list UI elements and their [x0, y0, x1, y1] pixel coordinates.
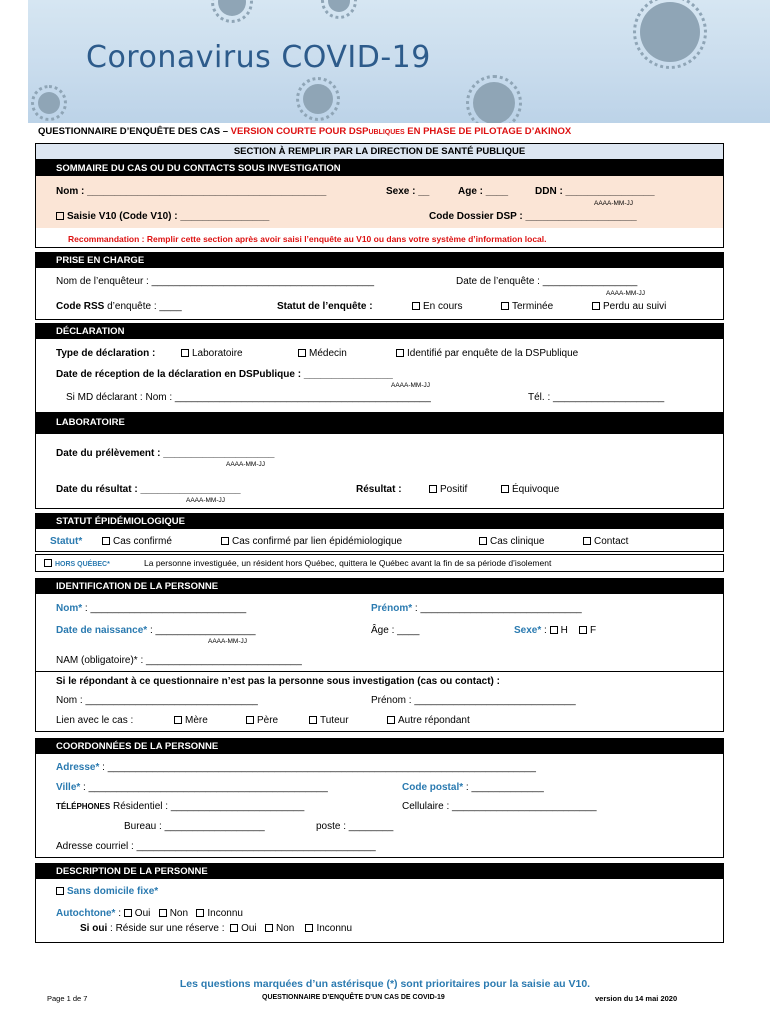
ddn-format-hint: AAAA-MM-JJ: [594, 200, 633, 207]
virus-icon: [473, 82, 515, 123]
bureau-field[interactable]: Bureau : __________________: [124, 821, 265, 832]
age-field[interactable]: Age : ____: [458, 186, 509, 197]
en-cours-checkbox[interactable]: En cours: [412, 301, 462, 312]
footer-version: version du 14 mai 2020: [595, 994, 678, 1003]
perdu-suivi-checkbox[interactable]: Perdu au suivi: [592, 301, 666, 312]
hors-quebec-row: [35, 554, 724, 572]
sexe-h-checkbox[interactable]: [550, 626, 558, 634]
priority-note: Les questions marquées d’un astérisque (*) sont prioritaires pour la saisie au V10.: [179, 978, 591, 990]
declaration-header: DÉCLARATION: [36, 324, 723, 339]
autre-repondant-checkbox[interactable]: Autre répondant: [387, 715, 470, 726]
virus-icon: [218, 0, 246, 16]
type-declaration-label: Type de déclaration :: [56, 348, 156, 359]
nom-field[interactable]: Nom* : ____________________________: [56, 603, 247, 614]
identification-section: [35, 578, 724, 732]
nam-field[interactable]: NAM (obligatoire)* : ____________________________: [56, 655, 302, 666]
declaration-section: [35, 323, 724, 509]
code-rss-field[interactable]: Code RSS d’enquête : ____: [56, 301, 182, 312]
virus-icon: [38, 92, 60, 114]
age-field[interactable]: Âge : ____: [371, 625, 420, 636]
poste-field[interactable]: poste : ________: [316, 821, 394, 832]
date-format-hint: AAAA-MM-JJ: [208, 638, 247, 645]
cas-confirme-checkbox[interactable]: Cas confirmé: [102, 536, 172, 547]
prenom-repondant-field[interactable]: Prénom : _____________________________: [371, 695, 576, 706]
date-format-hint: AAAA-MM-JJ: [606, 290, 645, 297]
repondant-note: Si le répondant à ce questionnaire n’est pas la personne sous investigation (cas ou contact) :: [56, 676, 500, 687]
description-header: DESCRIPTION DE LA PERSONNE: [36, 864, 723, 879]
covid-banner: [28, 0, 770, 123]
ville-field[interactable]: Ville* : ___________________________________________: [56, 782, 328, 793]
ddn-field[interactable]: DDN : ________________: [535, 186, 655, 197]
date-format-hint: AAAA-MM-JJ: [226, 461, 265, 468]
date-resultat-field[interactable]: Date du résultat : __________________: [56, 484, 241, 495]
residentiel-field[interactable]: TÉLÉPHONES Résidentiel : ________________________: [56, 801, 305, 812]
section-header: SECTION À REMPLIR PAR LA DIRECTION DE SANTÉ PUBLIQUE: [35, 143, 724, 160]
saisie-v10-checkbox[interactable]: Saisie V10 (Code V10) : ________________: [56, 211, 269, 222]
medecin-checkbox[interactable]: Médecin: [298, 348, 347, 359]
contact-checkbox[interactable]: Contact: [583, 536, 628, 547]
description-section: [35, 863, 724, 943]
date-format-hint: AAAA-MM-JJ: [186, 497, 225, 504]
statut-enquete-label: Statut de l’enquête :: [277, 301, 373, 312]
equivoque-checkbox[interactable]: Équivoque: [501, 484, 559, 495]
code-postal-field[interactable]: Code postal* : _____________: [402, 782, 544, 793]
enqueteur-field[interactable]: Nom de l’enquêteur : ________________________________________: [56, 276, 375, 287]
sexe-field[interactable]: Sexe : __: [386, 186, 430, 197]
hors-quebec-checkbox[interactable]: HORS QUÉBEC*: [44, 558, 110, 568]
document-title: QUESTIONNAIRE D’ENQUÊTE DES CAS – VERSION COURTE POUR DSPUBLIQUES EN PHASE DE PILOTAGE D’AKINOX: [38, 126, 572, 137]
courriel-field[interactable]: Adresse courriel : ___________________________________________: [56, 841, 376, 852]
sexe-f-checkbox[interactable]: [579, 626, 587, 634]
autochtone-group: Autochtone* : Oui Non Inconnu: [56, 908, 243, 919]
autochtone-oui-checkbox[interactable]: [124, 909, 132, 917]
adresse-field[interactable]: Adresse* : _____________________________________________________________________________: [56, 762, 536, 773]
naissance-field[interactable]: Date de naissance* : __________________: [56, 625, 256, 636]
resultat-label: Résultat :: [356, 484, 402, 495]
cellulaire-field[interactable]: Cellulaire : __________________________: [402, 801, 597, 812]
hors-quebec-text: La personne investiguée, un résident hors Québec, quittera le Québec avant la fin de sa période d’isolement: [144, 558, 552, 568]
nom-field[interactable]: Nom : ___________________________________________: [56, 186, 327, 197]
code-dossier-field[interactable]: Code Dossier DSP : ____________________: [429, 211, 637, 222]
statut-epi-header: STATUT ÉPIDÉMIOLOGIQUE: [36, 514, 723, 529]
positif-checkbox[interactable]: Positif: [429, 484, 467, 495]
md-declarant-field[interactable]: Si MD déclarant : Nom : ______________________________________________: [66, 392, 431, 403]
laboratoire-checkbox[interactable]: Laboratoire: [181, 348, 243, 359]
prise-header: PRISE EN CHARGE: [36, 253, 723, 268]
reserve-inconnu-checkbox[interactable]: [305, 924, 313, 932]
sexe-group: Sexe* : H F: [514, 625, 597, 636]
terminee-checkbox[interactable]: Terminée: [501, 301, 553, 312]
date-format-hint: AAAA-MM-JJ: [391, 382, 430, 389]
coordonnees-section: [35, 738, 724, 858]
recommandation-note: Recommandation : Remplir cette section après avoir saisi l’enquête au V10 ou dans votre système d’information local.: [68, 234, 547, 244]
autochtone-inconnu-checkbox[interactable]: [196, 909, 204, 917]
footer-doc-title: QUESTIONNAIRE D’ENQUÊTE D’UN CAS DE COVID-19: [262, 994, 445, 1001]
nom-repondant-field[interactable]: Nom : _______________________________: [56, 695, 258, 706]
sdf-checkbox[interactable]: Sans domicile fixe*: [56, 886, 158, 897]
prise-en-charge-section: [35, 252, 724, 320]
laboratoire-header: LABORATOIRE: [36, 412, 723, 434]
telephone-field[interactable]: Tél. : ____________________: [528, 392, 665, 403]
prenom-field[interactable]: Prénom* : _____________________________: [371, 603, 582, 614]
mere-checkbox[interactable]: Mère: [174, 715, 208, 726]
reserve-oui-checkbox[interactable]: [230, 924, 238, 932]
pere-checkbox[interactable]: Père: [246, 715, 278, 726]
reserve-group: Si oui : Réside sur une réserve : Oui Non Inconnu: [80, 923, 353, 934]
lien-label: Lien avec le cas :: [56, 715, 134, 726]
virus-icon: [328, 0, 350, 12]
page-number: Page 1 de 7: [47, 994, 88, 1003]
virus-icon: [303, 84, 333, 114]
identification-header: IDENTIFICATION DE LA PERSONNE: [36, 579, 723, 594]
banner-title: Coronavirus COVID-19: [86, 40, 431, 75]
sommaire-header: SOMMAIRE DU CAS OU DU CONTACTS SOUS INVESTIGATION: [36, 161, 723, 176]
reserve-non-checkbox[interactable]: [265, 924, 273, 932]
cas-clinique-checkbox[interactable]: Cas clinique: [479, 536, 544, 547]
coordonnees-header: COORDONNÉES DE LA PERSONNE: [36, 739, 723, 754]
statut-label: Statut*: [50, 536, 83, 547]
identifie-checkbox[interactable]: Identifié par enquête de la DSPublique: [396, 348, 578, 359]
date-enquete-field[interactable]: Date de l’enquête : _________________: [456, 276, 638, 287]
tuteur-checkbox[interactable]: Tuteur: [309, 715, 349, 726]
date-reception-field[interactable]: Date de réception de la déclaration en DSPublique : ________________: [56, 369, 393, 380]
autochtone-non-checkbox[interactable]: [159, 909, 167, 917]
statut-epi-section: [35, 513, 724, 552]
virus-icon: [640, 2, 700, 62]
sommaire-section: [35, 160, 724, 248]
prelevement-field[interactable]: Date du prélèvement : ____________________: [56, 448, 275, 459]
cas-lien-checkbox[interactable]: Cas confirmé par lien épidémiologique: [221, 536, 402, 547]
